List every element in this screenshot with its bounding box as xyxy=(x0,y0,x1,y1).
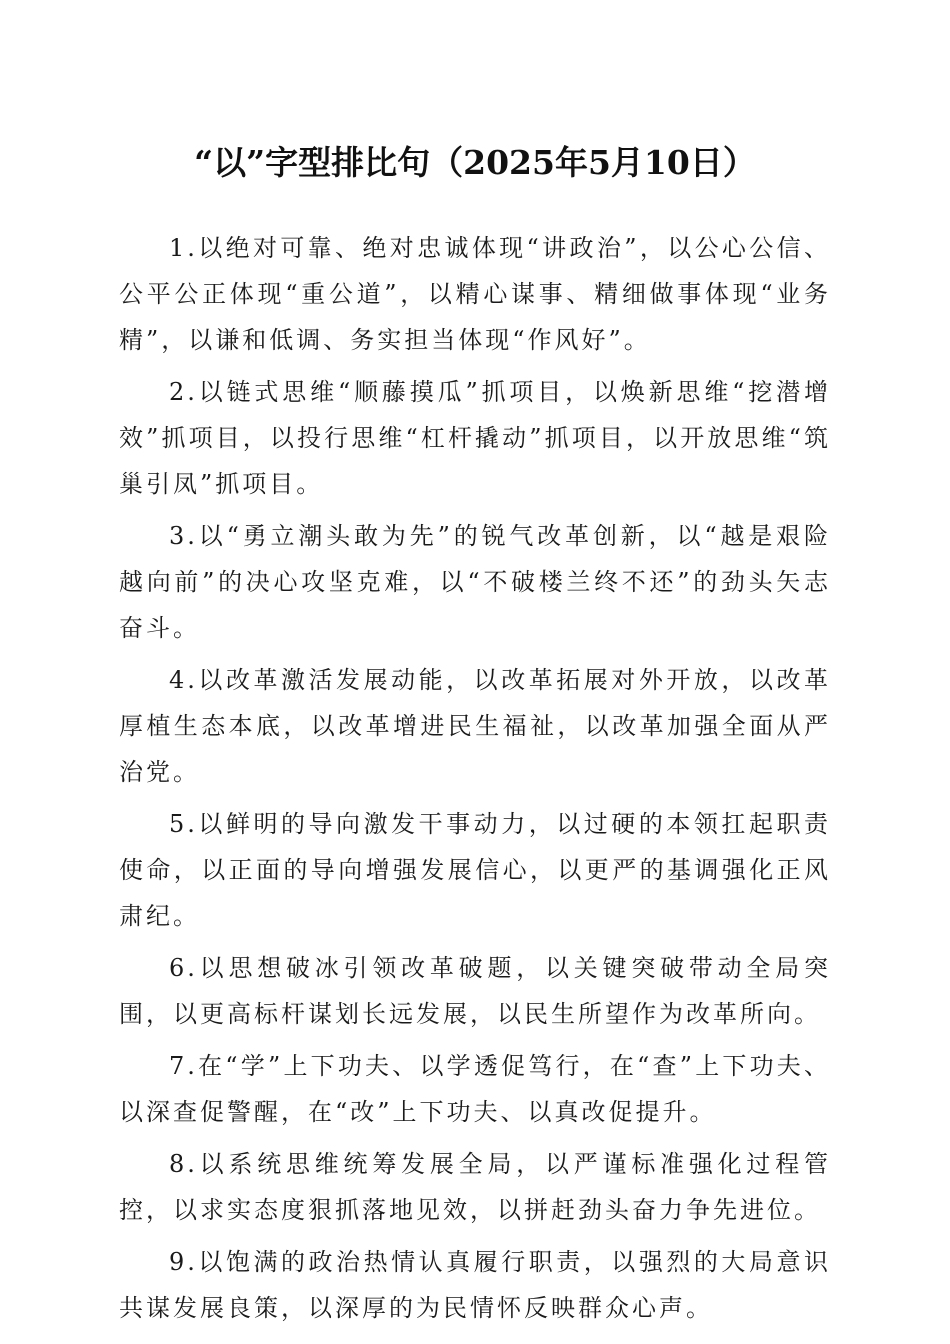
paragraph-8: 8.以系统思维统筹发展全局，以严谨标准强化过程管控，以求实态度狠抓落地见效，以拼赶劲头奋力争先进位。 xyxy=(119,1150,831,1224)
document-body xyxy=(119,225,831,1337)
paragraph-4: 4.以改革激活发展动能，以改革拓展对外开放，以改革厚植生态本底，以改革增进民生福祉，以改革加强全面从严治党。 xyxy=(119,666,831,786)
paragraph-1: 1.以绝对可靠、绝对忠诚体现“讲政治”，以公心公信、公平公正体现“重公道”，以精心谋事、精细做事体现“业务精”，以谦和低调、务实担当体现“作风好”。 xyxy=(119,234,831,354)
paragraph-3: 3.以“勇立潮头敢为先”的锐气改革创新，以“越是艰险越向前”的决心攻坚克难，以“不破楼兰终不还”的劲头矢志奋斗。 xyxy=(119,522,831,642)
paragraph-5: 5.以鲜明的导向激发干事动力，以过硬的本领扛起职责使命，以正面的导向增强发展信心，以更严的基调强化正风肃纪。 xyxy=(119,810,831,930)
paragraph-2: 2.以链式思维“顺藤摸瓜”抓项目，以焕新思维“挖潜增效”抓项目，以投行思维“杠杆撬动”抓项目，以开放思维“筑巢引凤”抓项目。 xyxy=(119,378,831,498)
paragraph-9: 9.以饱满的政治热情认真履行职责，以强烈的大局意识共谋发展良策，以深厚的为民情怀反映群众心声。 xyxy=(119,1248,831,1322)
paragraph-6: 6.以思想破冰引领改革破题，以关键突破带动全局突围，以更高标杆谋划长远发展，以民生所望作为改革所向。 xyxy=(119,954,831,1028)
paragraph-7: 7.在“学”上下功夫、以学透促笃行，在“查”上下功夫、以深查促警醒，在“改”上下功夫、以真改促提升。 xyxy=(119,1052,831,1126)
document-title: “以”字型排比句（2025年5月10日） xyxy=(194,143,756,182)
